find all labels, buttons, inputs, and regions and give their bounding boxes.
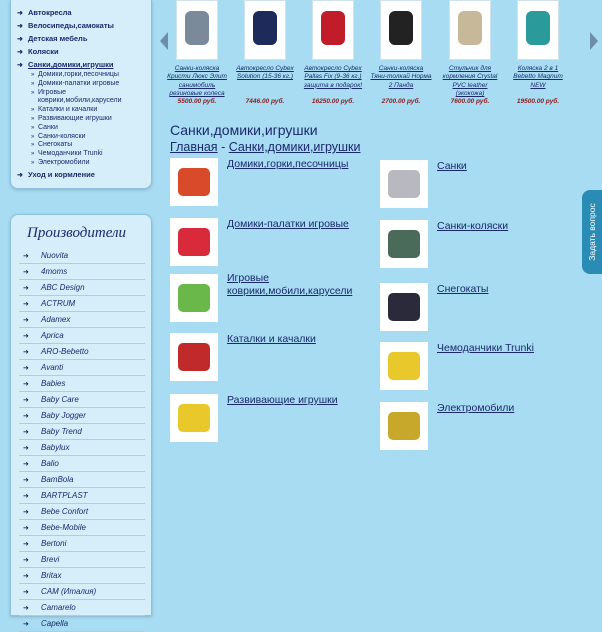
manufacturer-item[interactable] bbox=[19, 345, 145, 360]
product-name-line: Коляска 2 в 1 bbox=[517, 65, 559, 72]
product-image[interactable] bbox=[244, 0, 286, 60]
arrow-right-icon: ➜ bbox=[23, 541, 29, 548]
subcategory-link[interactable]: Снегокаты bbox=[437, 283, 489, 295]
subcategory-label: коврики,мобили,карусели bbox=[38, 97, 122, 105]
bullet-icon: » bbox=[31, 107, 35, 114]
manufacturer-item[interactable] bbox=[19, 425, 145, 440]
manufacturer-label: Capella bbox=[41, 619, 69, 628]
product-shape-icon bbox=[253, 11, 277, 45]
product-name-line: Автокресло Cybex bbox=[304, 65, 362, 72]
category-item[interactable] bbox=[17, 6, 151, 19]
product-card[interactable] bbox=[504, 0, 572, 105]
manufacturer-label: Adamex bbox=[41, 315, 71, 324]
product-name-link[interactable] bbox=[504, 65, 572, 98]
manufacturer-label: Bertoni bbox=[41, 539, 67, 548]
subcategory-link[interactable]: Электромобили bbox=[437, 402, 515, 414]
thumbnail-shape-icon bbox=[388, 352, 420, 380]
subcategory-thumbnail[interactable] bbox=[380, 160, 428, 208]
product-image[interactable] bbox=[312, 0, 354, 60]
manufacturer-item[interactable] bbox=[19, 521, 145, 536]
subcategory-label: Домики,горки,песочницы bbox=[38, 71, 119, 78]
product-shape-icon bbox=[458, 11, 482, 45]
category-list bbox=[11, 0, 151, 181]
manufacturer-item[interactable] bbox=[19, 409, 145, 424]
subcategory-link[interactable]: Санки-коляски bbox=[437, 220, 509, 232]
product-name-link[interactable] bbox=[231, 65, 299, 98]
subcategory-thumbnail[interactable] bbox=[380, 402, 428, 450]
arrow-right-icon: ➜ bbox=[17, 23, 23, 30]
product-image[interactable] bbox=[449, 0, 491, 60]
thumbnail-shape-icon bbox=[178, 228, 210, 256]
manufacturer-item[interactable] bbox=[19, 313, 145, 328]
manufacturers-title: Производители bbox=[27, 225, 127, 241]
thumbnail-shape-icon bbox=[178, 168, 210, 196]
arrow-right-icon: ➜ bbox=[17, 171, 23, 179]
product-shape-icon bbox=[321, 11, 345, 45]
product-name-line: Bebetto Magnum bbox=[513, 73, 563, 81]
product-card[interactable] bbox=[436, 0, 504, 105]
arrow-right-icon: ➜ bbox=[23, 333, 29, 340]
manufacturer-label: Baby Trend bbox=[41, 427, 82, 436]
product-card[interactable] bbox=[163, 0, 231, 105]
thumbnail-shape-icon bbox=[178, 343, 210, 371]
breadcrumb-separator: - bbox=[221, 140, 226, 154]
subcategory-link[interactable]: Игровые коврики,мобили,карусели bbox=[227, 272, 353, 297]
subcategory-item[interactable] bbox=[31, 115, 151, 124]
manufacturer-label: Camarelo bbox=[41, 603, 76, 612]
manufacturer-item[interactable] bbox=[19, 457, 145, 472]
subcategory-item[interactable] bbox=[31, 141, 151, 150]
subcategory-label: Развивающие игрушки bbox=[38, 114, 112, 122]
subcategory-label: Снегокаты bbox=[38, 141, 73, 149]
arrow-right-icon: ➜ bbox=[23, 605, 29, 612]
arrow-right-icon: ➜ bbox=[23, 493, 29, 500]
product-image[interactable] bbox=[176, 0, 218, 60]
manufacturer-label: Babylux bbox=[41, 443, 70, 452]
arrow-right-icon: ➜ bbox=[17, 10, 23, 17]
product-card[interactable] bbox=[367, 0, 435, 105]
manufacturer-item[interactable] bbox=[19, 329, 145, 344]
manufacturer-label: Baby Care bbox=[41, 395, 79, 404]
ask-question-tab[interactable] bbox=[582, 190, 602, 274]
category-label: Детская мебель bbox=[28, 34, 88, 43]
manufacturer-label: Brevi bbox=[41, 555, 60, 564]
manufacturer-label: CAM (Италия) bbox=[41, 587, 97, 596]
manufacturer-item[interactable] bbox=[19, 569, 145, 584]
product-image[interactable] bbox=[380, 0, 422, 60]
category-item[interactable] bbox=[17, 58, 151, 71]
product-name-line: резиновые колеса bbox=[169, 89, 225, 97]
arrow-right-icon: ➜ bbox=[23, 269, 29, 276]
thumbnail-shape-icon bbox=[388, 230, 420, 258]
product-name-line: Стульчик для bbox=[448, 65, 492, 72]
product-name-line: кормления Crystal bbox=[442, 73, 498, 81]
manufacturer-item[interactable] bbox=[19, 617, 145, 632]
bullet-icon: » bbox=[31, 133, 35, 140]
manufacturer-label: BARTPLAST bbox=[41, 491, 88, 500]
product-name-line: PVC leather bbox=[452, 81, 488, 89]
bullet-icon: » bbox=[31, 72, 35, 78]
subcategory-item[interactable] bbox=[31, 106, 151, 115]
product-name-link[interactable] bbox=[299, 65, 367, 98]
subcategory-thumbnail[interactable] bbox=[170, 218, 218, 266]
bullet-icon: » bbox=[31, 80, 35, 87]
arrow-right-icon: ➜ bbox=[23, 589, 29, 596]
manufacturer-label: Balio bbox=[41, 459, 59, 468]
subcategory-label: Санки bbox=[38, 123, 58, 131]
subcategory-item[interactable] bbox=[31, 150, 151, 159]
subcategory-link[interactable]: Домики-палатки игровые bbox=[227, 218, 349, 230]
subcategory-label: Домики-палатки игровые bbox=[38, 79, 120, 87]
manufacturer-label: Bebe-Mobile bbox=[41, 523, 86, 532]
manufacturer-item[interactable] bbox=[19, 361, 145, 376]
subcategory-item[interactable] bbox=[31, 159, 151, 168]
manufacturer-label: Avanti bbox=[41, 363, 64, 372]
manufacturer-label: 4moms bbox=[41, 267, 68, 276]
subcategory-link[interactable]: Санки bbox=[437, 160, 467, 172]
bullet-icon: » bbox=[31, 142, 35, 149]
manufacturer-label: BamBola bbox=[41, 475, 74, 484]
manufacturer-item[interactable] bbox=[19, 601, 145, 616]
arrow-right-icon: ➜ bbox=[23, 477, 29, 484]
category-item[interactable] bbox=[17, 32, 151, 45]
product-card[interactable] bbox=[299, 0, 367, 105]
breadcrumb-current-link[interactable]: Санки,домики,игрушки bbox=[228, 140, 361, 154]
product-shape-icon bbox=[389, 11, 413, 45]
subcategory-link[interactable]: Развивающие игрушки bbox=[227, 394, 338, 406]
bullet-icon: » bbox=[31, 159, 35, 166]
arrow-right-icon: ➜ bbox=[23, 621, 29, 628]
category-label: Велосипеды,самокаты bbox=[28, 21, 114, 30]
product-name-line: Тяни-толкай Норма bbox=[370, 73, 432, 81]
manufacturer-item[interactable] bbox=[19, 393, 145, 408]
manufacturer-item[interactable] bbox=[19, 537, 145, 552]
product-price: 7446.00 руб. bbox=[245, 98, 285, 105]
manufacturers-list bbox=[11, 249, 151, 632]
category-item[interactable] bbox=[17, 19, 151, 32]
subcategory-label: Чемоданчики Trunki bbox=[38, 150, 103, 158]
manufacturer-label: Baby Jogger bbox=[41, 411, 86, 420]
arrow-right-icon: ➜ bbox=[23, 317, 29, 324]
arrow-right-icon: ➜ bbox=[23, 381, 29, 388]
subcategory-link[interactable]: Чемоданчики Trunki bbox=[437, 342, 534, 354]
subcategory-thumbnail[interactable] bbox=[380, 220, 428, 268]
breadcrumb-home-link[interactable]: Главная bbox=[170, 140, 218, 154]
arrow-right-icon: ➜ bbox=[23, 397, 29, 404]
subcategory-link[interactable]: Каталки и качалки bbox=[227, 333, 316, 345]
manufacturer-label: Nuovita bbox=[41, 251, 69, 260]
subcategory-link[interactable]: Домики,горки,песочницы bbox=[227, 158, 349, 170]
manufacturer-item[interactable] bbox=[19, 489, 145, 504]
subcategory-item[interactable] bbox=[31, 97, 151, 106]
manufacturer-item[interactable] bbox=[19, 281, 145, 296]
subcategory-thumbnail[interactable] bbox=[380, 283, 428, 331]
product-name-line: защита в подарок! bbox=[303, 81, 363, 89]
product-price: 2700.00 руб. bbox=[381, 98, 421, 105]
arrow-right-icon: ➜ bbox=[23, 429, 29, 436]
category-label: Санки,домики,игрушки bbox=[28, 60, 114, 69]
subcategory-label: Санки-коляски bbox=[38, 132, 86, 140]
subcategory-thumbnail[interactable] bbox=[380, 342, 428, 390]
category-label: Уход и кормление bbox=[28, 169, 95, 179]
product-name-line: (экокожа) bbox=[455, 89, 485, 97]
thumbnail-shape-icon bbox=[388, 170, 420, 198]
product-price: 19500.00 руб. bbox=[516, 98, 560, 105]
thumbnail-shape-icon bbox=[178, 284, 210, 312]
product-name-link[interactable] bbox=[367, 65, 435, 98]
manufacturer-item[interactable] bbox=[19, 297, 145, 312]
product-name-line: Санки-коляска bbox=[174, 65, 220, 72]
product-name-line: Pallas Fix (9-36 кг.) bbox=[304, 73, 362, 81]
product-price: 5500.00 руб. bbox=[177, 98, 217, 105]
subcategory-label: Игровые bbox=[38, 88, 67, 96]
manufacturer-label: ARO-Bebetto bbox=[41, 347, 89, 356]
manufacturer-item[interactable] bbox=[19, 585, 145, 600]
subcategory-item[interactable] bbox=[31, 80, 151, 89]
product-name-line: 2 Панда bbox=[388, 81, 414, 89]
product-name-line: Санки-коляска bbox=[378, 65, 424, 72]
subcategory-label: Электромобили bbox=[38, 158, 90, 166]
product-name-line: Автокресло Cybex bbox=[236, 65, 294, 72]
subcategory-thumbnail[interactable] bbox=[170, 274, 218, 322]
manufacturer-item[interactable] bbox=[19, 553, 145, 568]
manufacturer-label: Babies bbox=[41, 379, 66, 388]
category-label: Коляски bbox=[28, 47, 59, 56]
product-name-line: Кристи Люкс Элит bbox=[167, 73, 227, 81]
page-title: Санки,домики,игрушки bbox=[170, 122, 318, 138]
manufacturer-label: Aprica bbox=[41, 331, 64, 340]
arrow-right-icon: ➜ bbox=[23, 445, 29, 452]
category-item[interactable] bbox=[17, 45, 151, 58]
manufacturer-label: ACTRUM bbox=[41, 299, 76, 308]
arrow-right-icon: ➜ bbox=[23, 285, 29, 292]
thumbnail-shape-icon bbox=[178, 404, 210, 432]
product-price: 16250.00 руб. bbox=[311, 98, 355, 105]
arrow-right-icon: ➜ bbox=[17, 49, 23, 56]
arrow-right-icon: ➜ bbox=[23, 253, 29, 260]
subcategory-thumbnail[interactable] bbox=[170, 333, 218, 381]
subcategory-item[interactable] bbox=[31, 71, 151, 80]
category-item[interactable] bbox=[17, 168, 151, 181]
manufacturer-item[interactable] bbox=[19, 505, 145, 520]
manufacturers-panel bbox=[10, 214, 152, 628]
arrow-right-icon: ➜ bbox=[17, 36, 23, 43]
breadcrumb bbox=[170, 140, 361, 154]
manufacturer-item[interactable] bbox=[19, 265, 145, 280]
product-name-link[interactable] bbox=[436, 65, 504, 98]
category-menu bbox=[10, 0, 152, 189]
subcategory-item[interactable] bbox=[31, 124, 151, 133]
arrow-right-icon: ➜ bbox=[23, 413, 29, 420]
category-label: Автокресла bbox=[28, 8, 72, 17]
arrow-right-icon: ➜ bbox=[23, 365, 29, 372]
arrow-right-icon: ➜ bbox=[23, 461, 29, 468]
product-shape-icon bbox=[526, 11, 550, 45]
arrow-right-icon: ➜ bbox=[23, 301, 29, 308]
manufacturer-item[interactable] bbox=[19, 441, 145, 456]
arrow-right-icon: ➜ bbox=[23, 525, 29, 532]
product-price: 7600.00 руб. bbox=[450, 98, 490, 105]
bullet-icon: » bbox=[31, 151, 35, 158]
product-name-link[interactable] bbox=[163, 65, 231, 98]
bullet-icon: » bbox=[31, 124, 35, 131]
manufacturer-item[interactable] bbox=[19, 249, 145, 264]
carousel-next-arrow-icon[interactable] bbox=[590, 32, 598, 50]
arrow-right-icon: ➜ bbox=[17, 62, 23, 69]
product-card[interactable] bbox=[231, 0, 299, 105]
subcategory-item[interactable] bbox=[31, 133, 151, 142]
manufacturer-item[interactable] bbox=[19, 377, 145, 392]
subcategory-label: Каталки и качалки bbox=[38, 106, 98, 114]
arrow-right-icon: ➜ bbox=[23, 509, 29, 516]
thumbnail-shape-icon bbox=[388, 293, 420, 321]
subcategory-thumbnail[interactable] bbox=[170, 394, 218, 442]
product-name-line: Solution (15-36 кг.) bbox=[236, 73, 294, 81]
bullet-icon: » bbox=[31, 89, 35, 96]
manufacturer-item[interactable] bbox=[19, 473, 145, 488]
product-image[interactable] bbox=[517, 0, 559, 60]
manufacturer-label: ABC Design bbox=[41, 283, 85, 292]
product-shape-icon bbox=[185, 11, 209, 45]
manufacturer-label: Britax bbox=[41, 571, 62, 580]
arrow-right-icon: ➜ bbox=[23, 349, 29, 356]
manufacturer-label: Bebe Confort bbox=[41, 507, 89, 516]
subcategory-thumbnail[interactable] bbox=[170, 158, 218, 206]
arrow-right-icon: ➜ bbox=[23, 557, 29, 564]
product-name-line: санимобиль bbox=[178, 81, 216, 89]
arrow-right-icon: ➜ bbox=[23, 573, 29, 580]
bullet-icon: » bbox=[31, 115, 35, 122]
thumbnail-shape-icon bbox=[388, 412, 420, 440]
subcategory-list bbox=[17, 71, 151, 168]
ask-question-label: Задать вопрос bbox=[587, 203, 597, 261]
product-name-line: NEW bbox=[530, 81, 546, 89]
